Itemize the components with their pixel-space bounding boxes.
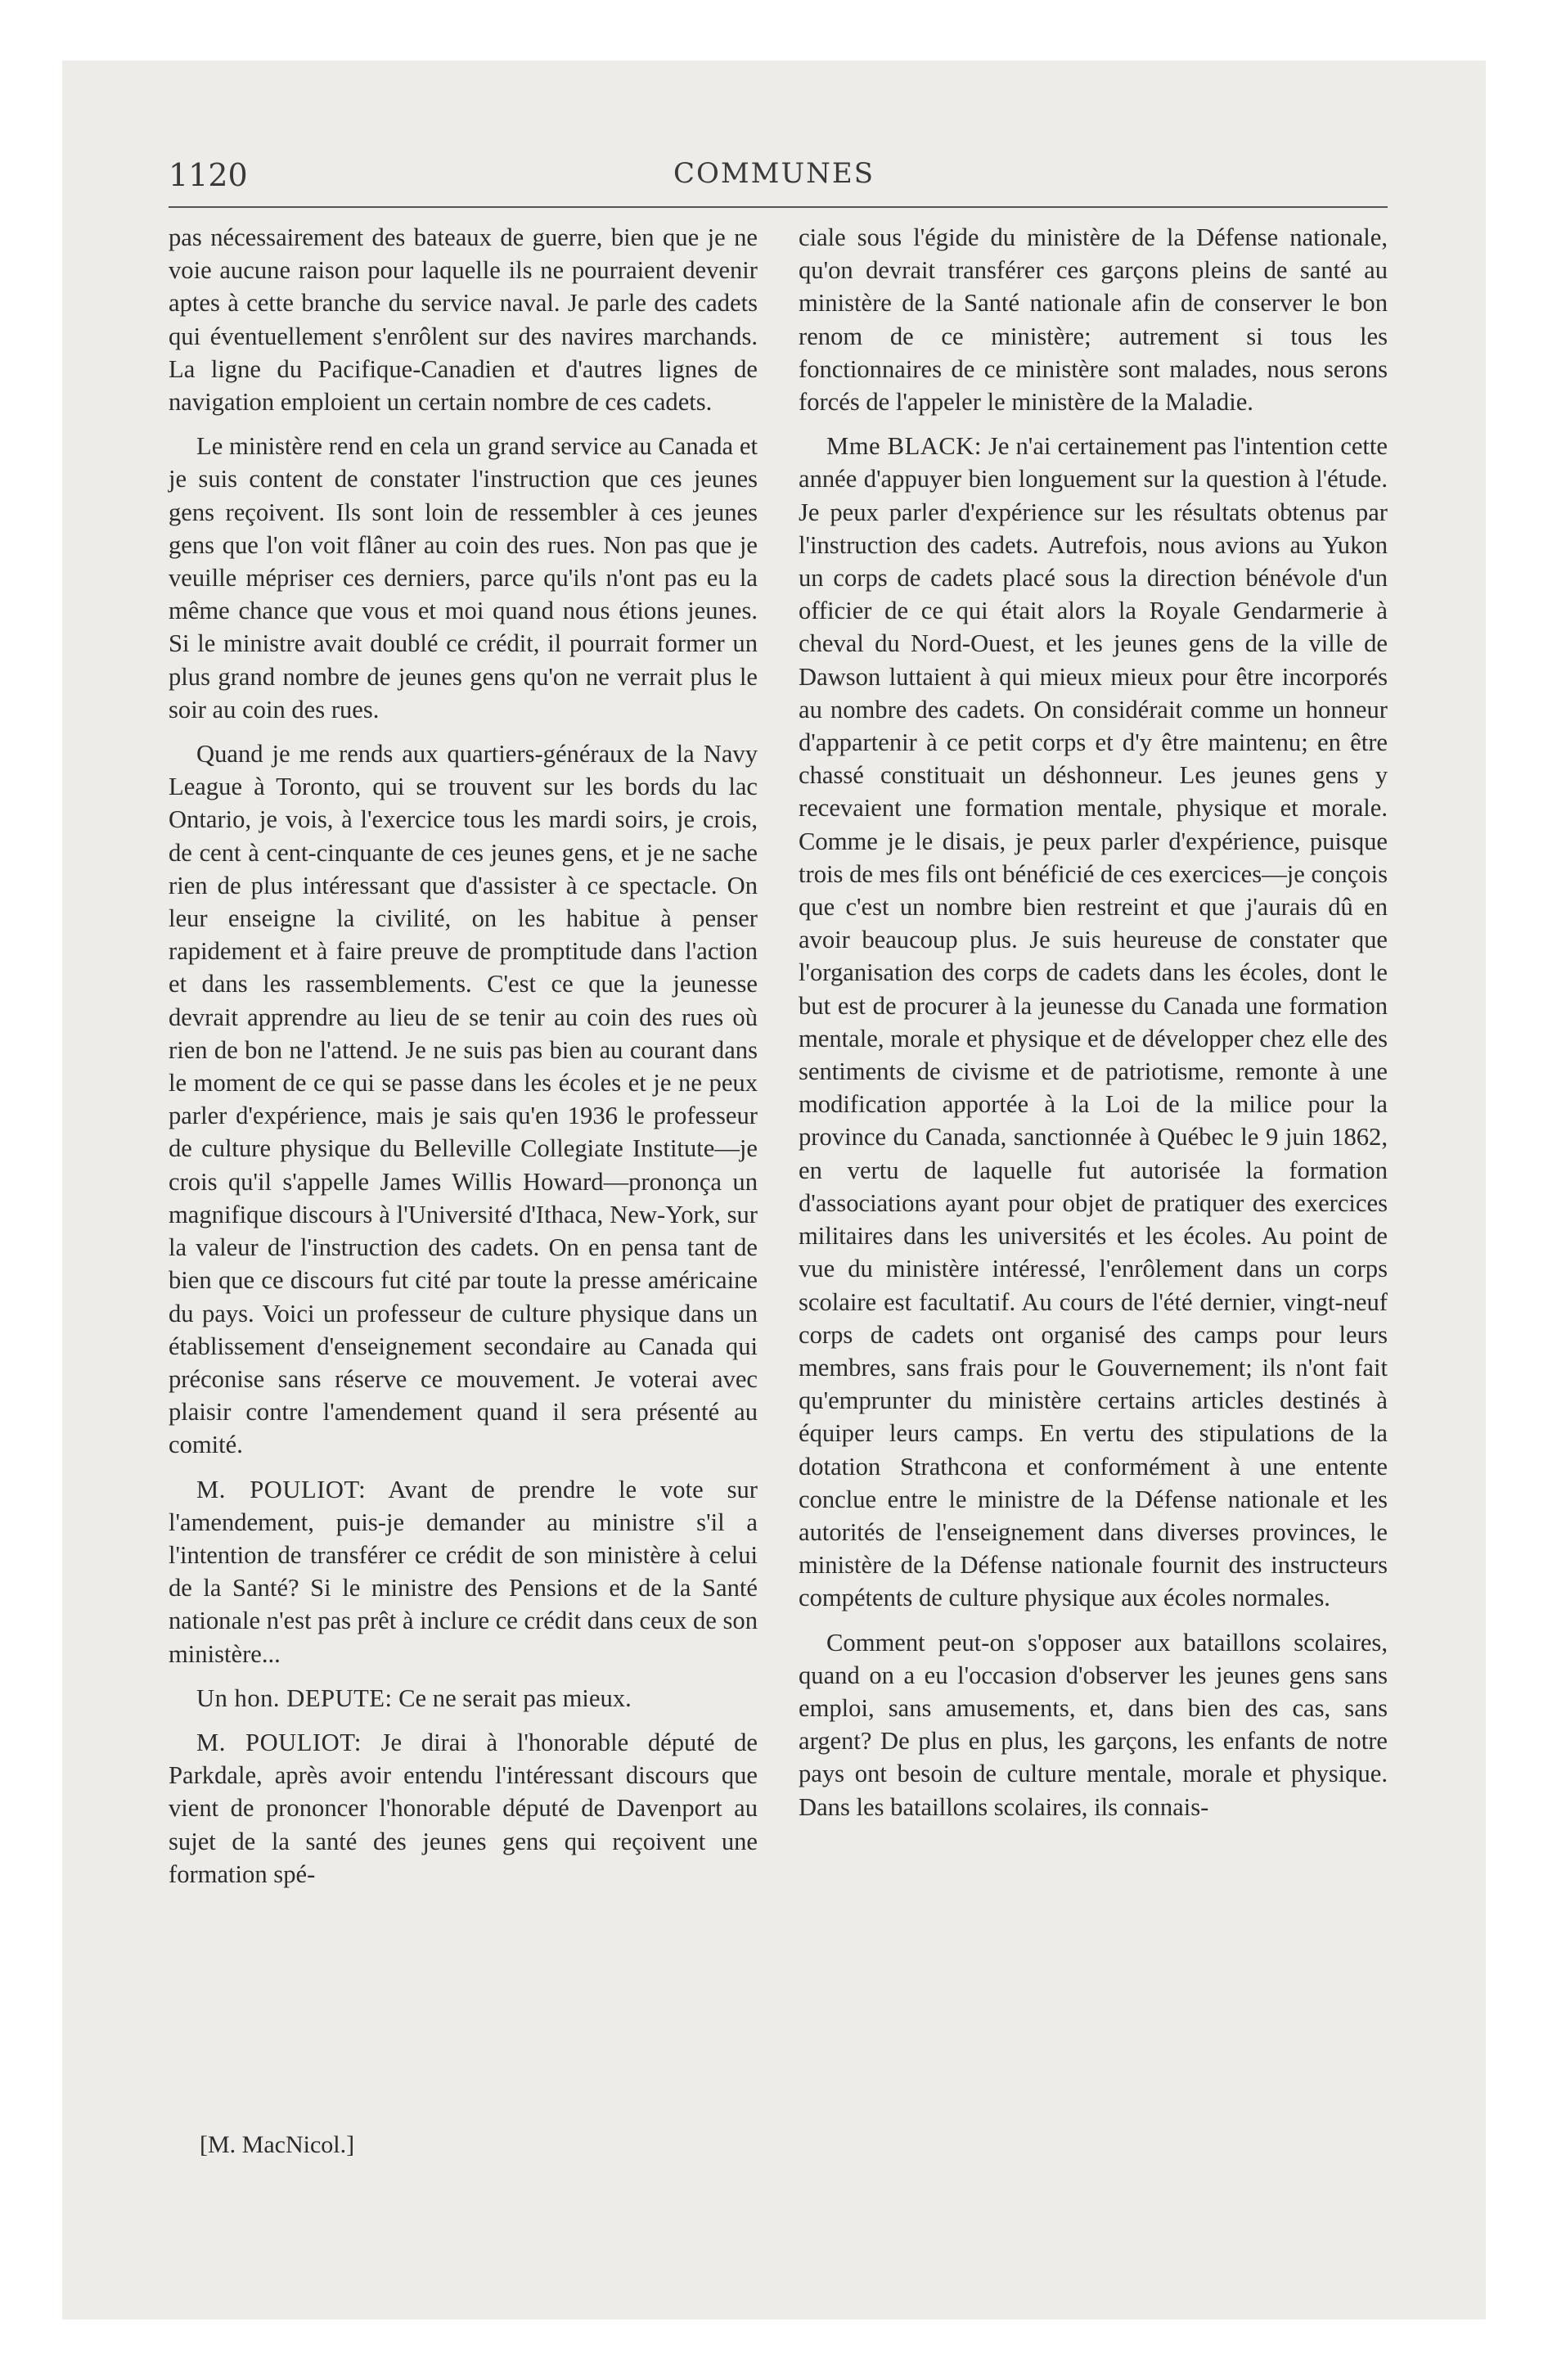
- speaker-name: M. POULIOT:: [196, 1475, 367, 1503]
- speaker-attribution: [M. MacNicol.]: [200, 2131, 355, 2158]
- speech-paragraph: [169, 1726, 758, 1891]
- speech-text: Avant de prendre le vote sur l'amendement, puis-je demander au ministre s'il a l'intention de transférer ce crédit de son ministère à celui de la Santé? Si le ministre des Pensions et de la Santé nationale n'est pas prêt à inclure ce crédit dans ceux de son ministère...: [169, 1475, 758, 1668]
- paragraph: Quand je me rends aux quartiers-généraux de la Navy League à Toronto, qui se trouvent sur les bords du lac Ontario, je vois, à l'exercice tous les mardi soirs, je crois, de cent à cent-cinquante de ces jeunes gens, et je ne sache rien de plus intéressant que d'assister à ce spectacle. On leur enseigne la civilité, on les habitue à penser rapidement et à faire preuve de promptitude dans l'action et dans les rassemblements. C'est ce que la jeunesse devrait apprendre au lieu de se tenir au coin des rues où rien de bon ne l'attend. Je ne suis pas bien au courant dans le moment de ce qui se passe dans les écoles et je ne peux parler d'expérience, mais je sais qu'en 1936 le professeur de culture physique du Belleville Collegiate Institute—je crois qu'il s'appelle James Willis Howard—prononça un magnifique discours à l'Université d'Ithaca, New-York, sur la valeur de l'instruction des cadets. On en pensa tant de bien que ce discours fut cité par toute la presse américaine du pays. Voici un professeur de culture physique dans un établissement d'enseignement secondaire au Canada qui préconise sans réserve ce mouvement. Je voterai avec plaisir contre l'amendement quand il sera présenté au comité.: [169, 740, 758, 1459]
- paragraph: ciale sous l'égide du ministère de la Défense nationale, qu'on devrait transférer ces garçons pleins de santé au ministère de la Santé nationale afin de conserver le bon renom de ce ministère; autrement si tous les fonctionnaires de ce ministère sont malades, nous serons forcés de l'appeler le ministère de la Maladie.: [799, 223, 1388, 417]
- speech-text: Je dirai à l'honorable député de Parkdale, après avoir entendu l'intéressant discours que vient de prononcer l'honorable député de Davenport au sujet de la santé des jeunes gens qui reçoivent une formation spé-: [169, 1728, 758, 1888]
- speech-text: Je n'ai certainement pas l'intention cette année d'appuyer bien longuement sur la question à l'étude. Je peux parler d'expérience sur les résultats obtenus par l'instruction des cadets. Autrefois, nous avions au Yukon un corps de cadets placé sous la direction bénévole d'un officier de ce qui était alors la Royale Gendarmerie à cheval du Nord-Ouest, et les jeunes gens de la ville de Dawson luttaient à qui mieux mieux pour être incorporés au nombre des cadets. On considérait comme un honneur d'appartenir à ce petit corps et d'y être maintenu; en être chassé constituait un déshonneur. Les jeunes gens y recevaient une formation mentale, physique et morale. Comme je le disais, je peux parler d'expérience, puisque trois de mes fils ont bénéficié de ces exercices—je conçois que c'est un nombre bien restreint et que j'aurais dû en avoir beaucoup plus. Je suis heureuse de constater que l'organisation des corps de cadets dans les écoles, dont le but est de procurer à la jeunesse du Canada une formation mentale, morale et physique et de développer chez elle des sentiments de civisme et de patriotisme, remonte à une modification apportée à la Loi de la milice pour la province du Canada, sanctionnée à Québec le 9 juin 1862, en vertu de laquelle fut autorisée la formation d'associations ayant pour objet de pratiquer des exercices militaires dans les universités et les écoles. Au point de vue du ministère intéressé, l'enrôlement dans un corps scolaire est facultatif. Au cours de l'été dernier, vingt-neuf corps de cadets ont organisé des camps pour leurs membres, sans frais pour le Gouvernement; ils n'ont fait qu'emprunter du ministère certains articles destinés à équiper leurs camps. En vertu des stipulations de la dotation Strathcona et conformément à une entente conclue entre le ministre de la Défense nationale et les autorités de l'enseignement dans diverses provinces, le ministère de la Défense nationale fournit des instructeurs compétents de culture physique aux écoles normales.: [799, 432, 1388, 1612]
- document-page: [62, 61, 1486, 2319]
- speech-paragraph: [169, 1682, 758, 1715]
- speech-paragraph: [799, 430, 1388, 1614]
- left-column: [169, 221, 758, 1902]
- speaker-name: Mme BLACK:: [826, 432, 982, 461]
- paragraph: Le ministère rend en cela un grand service au Canada et je suis content de constater l'instruction que ces jeunes gens reçoivent. Ils sont loin de ressembler à ces jeunes gens que l'on voit flâner au coin des rues. Non pas que je veuille mépriser ces derniers, parce qu'ils n'ont pas eu la même chance que vous et moi quand nous étions jeunes. Si le ministre avait doublé ce crédit, il pourrait former un plus grand nombre de jeunes gens qu'on ne verrait plus le soir au coin des rues.: [169, 432, 758, 723]
- page-header: [62, 61, 1486, 224]
- speech-text: Ce ne serait pas mieux.: [392, 1684, 632, 1712]
- right-column: [799, 221, 1388, 1835]
- speaker-name: M. POULIOT:: [196, 1728, 362, 1756]
- running-title: COMMUNES: [673, 157, 875, 190]
- paragraph: Comment peut-on s'opposer aux bataillons scolaires, quand on a eu l'occasion d'observer les jeunes gens sans emploi, sans amusements, et, dans bien des cas, sans argent? De plus en plus, les garçons, les enfants de notre pays ont besoin de culture mentale, morale et physique. Dans les bataillons scolaires, ils connais-: [799, 1628, 1388, 1821]
- speech-paragraph: [169, 1473, 758, 1670]
- speaker-name: Un hon. DEPUTE:: [196, 1684, 393, 1712]
- header-rule: [169, 206, 1388, 208]
- page-number: 1120: [169, 157, 248, 193]
- paragraph: pas nécessairement des bateaux de guerre, bien que je ne voie aucune raison pour laquelle ils ne pourraient devenir aptes à cette branche du service naval. Je parle des cadets qui éventuellement s'enrôlent sur des navires marchands. La ligne du Pacifique-Canadien et d'autres lignes de navigation emploient un certain nombre de ces cadets.: [169, 223, 758, 417]
